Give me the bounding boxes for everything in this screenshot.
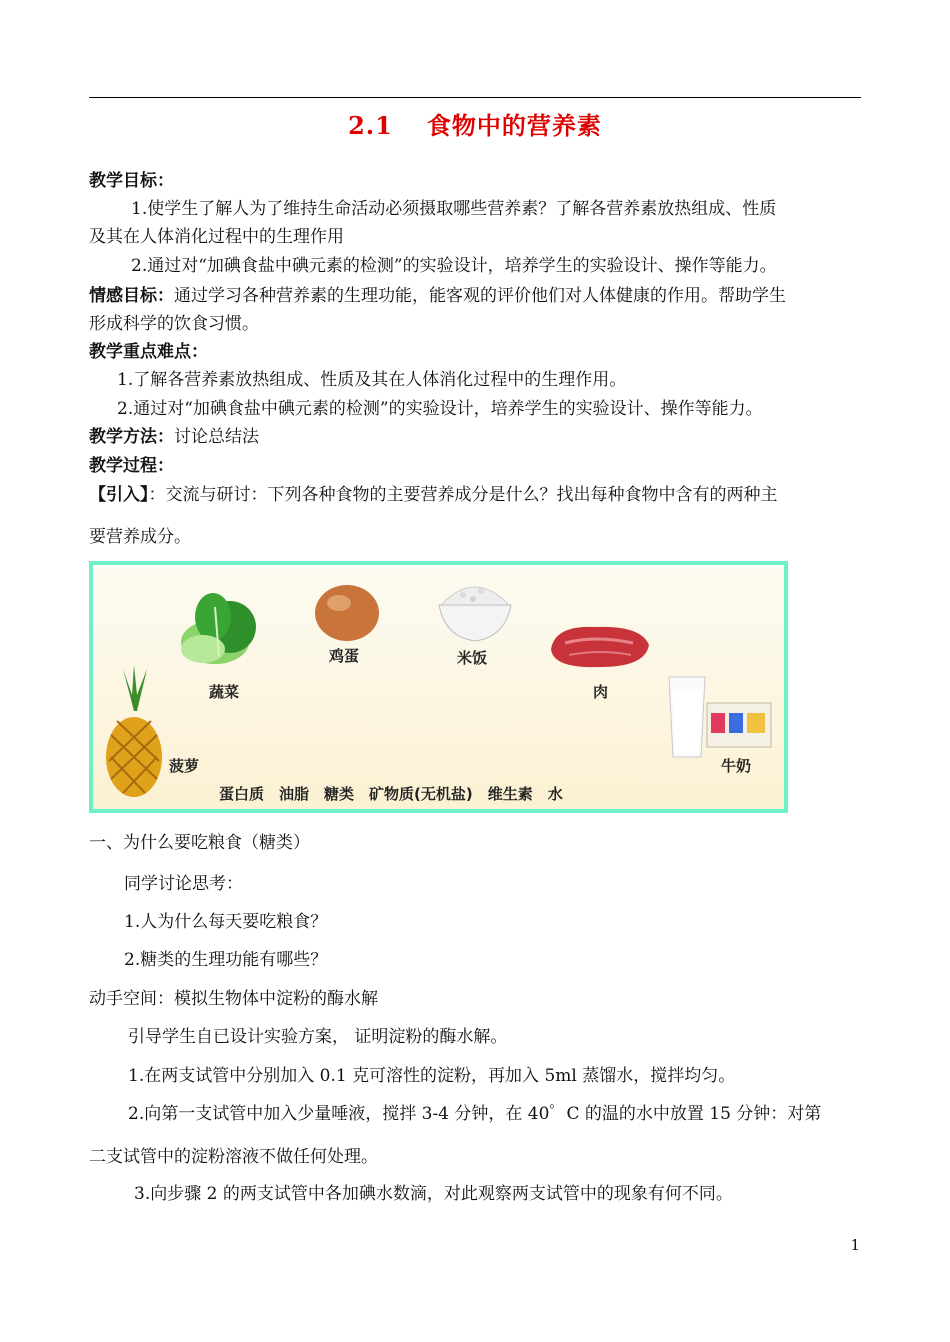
- label-rice: 米饭: [457, 649, 488, 667]
- lab-step2-line2: 二支试管中的淀粉溶液不做任何处理。: [89, 1147, 378, 1167]
- intro-line1: [89, 484, 778, 506]
- emotion-line1: [89, 285, 786, 307]
- page-number: 1: [850, 1236, 860, 1254]
- goals-item1-line2: 及其在人体消化过程中的生理作用: [89, 227, 344, 247]
- emotion-line2: 形成科学的饮食习惯。: [89, 314, 259, 334]
- section1-question1: 1.人为什么每天要吃粮食？: [124, 912, 328, 932]
- title-text: 食物中的营养素: [426, 111, 602, 140]
- process-heading: 教学过程：: [89, 456, 174, 476]
- lab-step2-line1: 2.向第一支试管中加入少量唾液，搅拌 3-4 分钟，在 40゜C 的温的水中放置 15 分钟：对第: [128, 1104, 822, 1124]
- egg-image: [311, 581, 383, 645]
- title-number: 2.1: [348, 111, 393, 140]
- lab-guide: 引导学生自已设计实验方案， 证明淀粉的酶水解。: [128, 1027, 508, 1047]
- label-pineapple: 菠萝: [169, 757, 200, 775]
- intro-line2: 要营养成分。: [89, 527, 191, 547]
- intro-text: ：交流与研讨：下列各种食物的主要营养成分是什么？找出每种食物中含有的两种主: [148, 485, 778, 505]
- nutrients-caption: 蛋白质 油脂 糖类 矿物质(无机盐) 维生素 水: [219, 785, 563, 803]
- lab-step3: 3.向步骤 2 的两支试管中各加碘水数滴，对此观察两支试管中的现象有何不同。: [134, 1184, 733, 1204]
- goals-item1-line1: 1.使学生了解人为了维持生命活动必须摄取哪些营养素？了解各营养素放热组成、性质: [131, 199, 777, 219]
- goals-item2: 2.通过对“加碘食盐中碘元素的检测”的实验设计，培养学生的实验设计、操作等能力。: [131, 256, 777, 276]
- label-meat: 肉: [593, 683, 609, 701]
- page-title: [0, 106, 950, 141]
- goals-heading: 教学目标：: [89, 171, 174, 191]
- keypoints-item2: 2.通过对“加碘食盐中碘元素的检测”的实验设计，培养学生的实验设计、操作等能力。: [117, 399, 763, 419]
- vegetable-image: [175, 587, 271, 671]
- food-nutrients-figure: [89, 561, 788, 813]
- intro-tag: 【引入】: [89, 485, 149, 505]
- method-heading: 教学方法：: [89, 427, 174, 447]
- lab-heading: 动手空间：模拟生物体中淀粉的酶水解: [89, 989, 378, 1009]
- label-milk: 牛奶: [721, 757, 752, 775]
- meat-image: [545, 619, 655, 673]
- label-vegetable: 蔬菜: [209, 683, 240, 701]
- rice-image: [435, 575, 515, 645]
- emotion-heading: 情感目标：: [89, 286, 174, 306]
- header-rule: [89, 97, 861, 98]
- milk-image: [665, 673, 775, 763]
- keypoints-heading: 教学重点难点：: [89, 342, 208, 362]
- lab-step1: 1.在两支试管中分别加入 0.1 克可溶性的淀粉，再加入 5ml 蒸馏水，搅拌均匀。: [128, 1066, 736, 1086]
- method-text: 讨论总结法: [174, 427, 259, 447]
- section1-discuss: 同学讨论思考：: [124, 874, 243, 894]
- section1-question2: 2.糖类的生理功能有哪些？: [124, 950, 328, 970]
- section1-heading: 一、为什么要吃粮食（糖类）: [89, 833, 310, 853]
- label-egg: 鸡蛋: [329, 647, 360, 665]
- emotion-text: 通过学习各种营养素的生理功能，能客观的评价他们对人体健康的作用。帮助学生: [174, 286, 786, 306]
- pineapple-image: [103, 665, 165, 799]
- method-line: [89, 426, 259, 448]
- keypoints-item1: 1.了解各营养素放热组成、性质及其在人体消化过程中的生理作用。: [117, 370, 627, 390]
